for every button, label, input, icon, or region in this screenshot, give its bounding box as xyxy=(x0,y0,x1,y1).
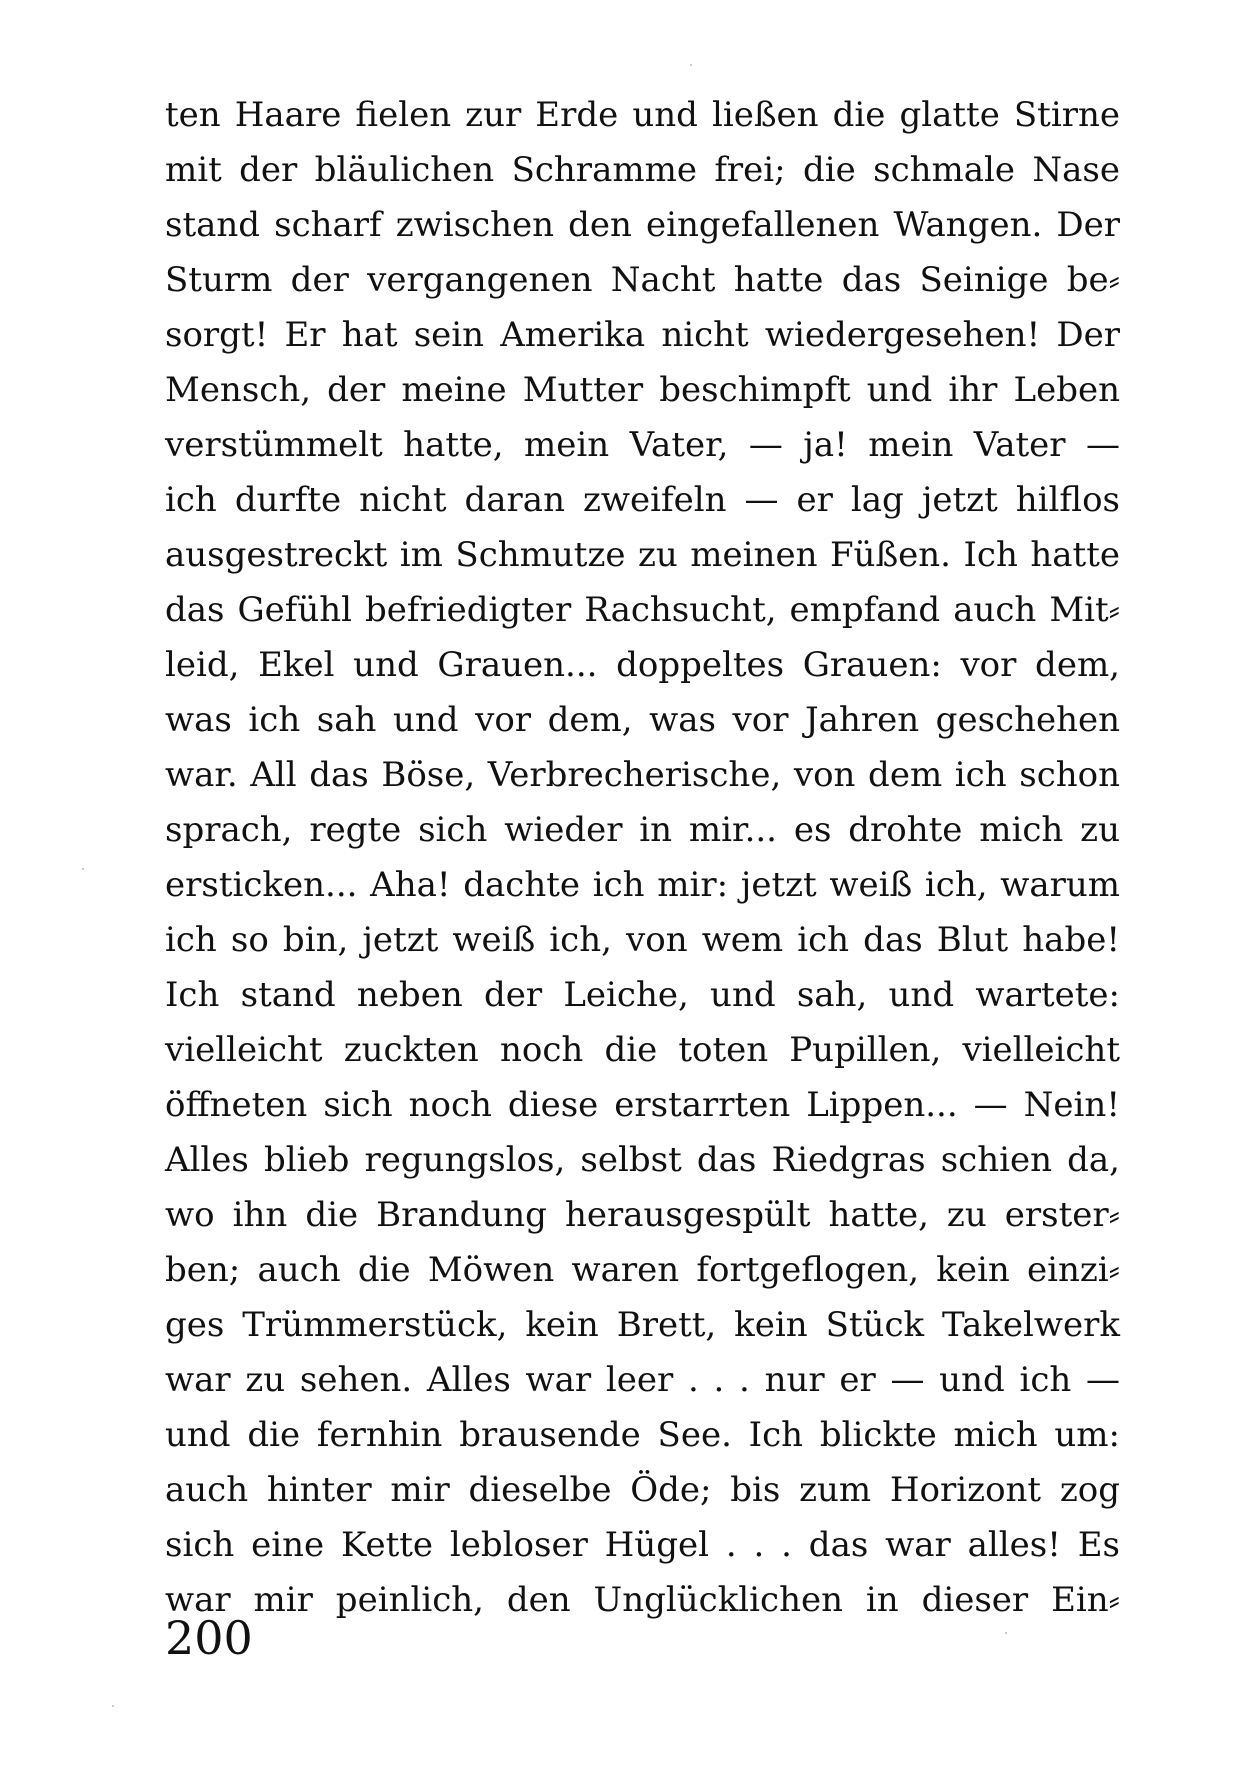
text-line: auch hinter mir dieselbe Öde; bis zum Horizont zog xyxy=(165,1470,1120,1510)
paper-speck xyxy=(112,1705,114,1707)
paper-speck xyxy=(82,868,84,870)
text-line: ich so bin, jetzt weiß ich, von wem ich das Blut habe! xyxy=(165,920,1120,960)
text-line: war. All das Böse, Verbrecherische, von dem ich schon xyxy=(165,755,1120,795)
text-line: das Gefühl befriedigter Rachsucht, empfand auch Mit⸗ xyxy=(165,590,1120,630)
text-line: sorgt! Er hat sein Amerika nicht wiedergesehen! Der xyxy=(165,315,1120,355)
text-line: was ich sah und vor dem, was vor Jahren geschehen xyxy=(165,700,1120,740)
text-line: öffneten sich noch diese erstarrten Lippen... — Nein! xyxy=(165,1085,1120,1125)
text-line: ersticken... Aha! dachte ich mir: jetzt weiß ich, warum xyxy=(165,865,1120,905)
text-line: ausgestreckt im Schmutze zu meinen Füßen. Ich hatte xyxy=(165,535,1120,575)
text-line: ges Trümmerstück, kein Brett, kein Stück Takelwerk xyxy=(165,1305,1120,1345)
text-line: ten Haare fielen zur Erde und ließen die glatte Stirne xyxy=(165,95,1120,135)
paper-speck xyxy=(1005,1632,1007,1634)
text-line: vielleicht zuckten noch die toten Pupillen, vielleicht xyxy=(165,1030,1120,1070)
text-line: sich eine Kette lebloser Hügel . . . das war alles! Es xyxy=(165,1525,1120,1565)
text-line: Alles blieb regungslos, selbst das Riedgras schien da, xyxy=(165,1140,1120,1180)
text-line: mit der bläulichen Schramme frei; die schmale Nase xyxy=(165,150,1120,190)
text-line: Sturm der vergangenen Nacht hatte das Seinige be⸗ xyxy=(165,260,1120,300)
text-line: sprach, regte sich wieder in mir... es drohte mich zu xyxy=(165,810,1120,850)
body-text xyxy=(165,88,1120,1628)
text-line: leid, Ekel und Grauen... doppeltes Grauen: vor dem, xyxy=(165,645,1120,685)
paper-speck xyxy=(690,64,692,66)
text-line: Ich stand neben der Leiche, und sah, und wartete: xyxy=(165,975,1120,1015)
text-line: ben; auch die Möwen waren fortgeflogen, kein einzi⸗ xyxy=(165,1250,1120,1290)
text-line: und die fernhin brausende See. Ich blickte mich um: xyxy=(165,1415,1120,1455)
text-line: ich durfte nicht daran zweifeln — er lag jetzt hilflos xyxy=(165,480,1120,520)
page-number: 200 xyxy=(165,1611,253,1665)
text-line: Mensch, der meine Mutter beschimpft und ihr Leben xyxy=(165,370,1120,410)
text-line: stand scharf zwischen den eingefallenen Wangen. Der xyxy=(165,205,1120,245)
text-line: wo ihn die Brandung herausgespült hatte, zu erster⸗ xyxy=(165,1195,1120,1235)
text-line: war zu sehen. Alles war leer . . . nur er — und ich — xyxy=(165,1360,1120,1400)
text-line: verstümmelt hatte, mein Vater, — ja! mein Vater — xyxy=(165,425,1120,465)
text-line: war mir peinlich, den Unglücklichen in dieser Ein⸗ xyxy=(165,1580,1120,1620)
